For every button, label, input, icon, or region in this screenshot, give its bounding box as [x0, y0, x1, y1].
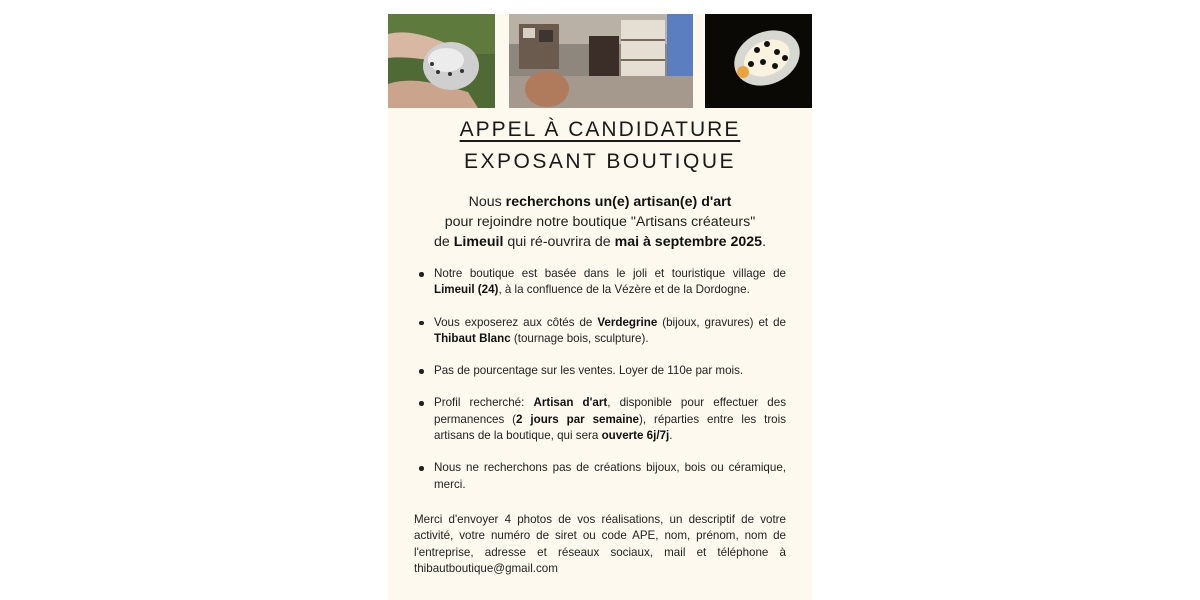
- item-bold: 2 jours par semaine: [516, 412, 640, 426]
- intro-bold: recherchons un(e) artisan(e) d'art: [505, 194, 732, 210]
- list-item-rent: Pas de pourcentage sur les ventes. Loyer de 110e par mois.: [414, 363, 786, 379]
- photo-strip: [388, 14, 812, 108]
- intro-line-2: pour rejoindre notre boutique "Artisans créateurs": [444, 214, 756, 230]
- list-item-exclusions: Nous ne recherchons pas de créations bijoux, bois ou céramique, merci.: [414, 460, 786, 493]
- intro-text: qui ré-ouvrira de: [503, 234, 615, 250]
- item-text: Notre boutique est basée dans le joli et touristique village de: [434, 267, 786, 280]
- item-text: .: [669, 429, 673, 443]
- flyer-page: [388, 14, 812, 600]
- intro-text: de: [433, 234, 454, 250]
- list-item-location: [414, 266, 786, 299]
- item-text: Profil recherché:: [434, 396, 534, 410]
- item-bold: Thibaut Blanc: [434, 331, 511, 345]
- intro-bold: mai à septembre 2025: [614, 234, 763, 250]
- intro-paragraph: [388, 192, 812, 252]
- info-list: [414, 266, 786, 509]
- intro-line-3: [388, 232, 812, 252]
- item-text: ), réparties entre les trois artisans de la boutique, qui sera: [434, 412, 786, 443]
- hands-holding-carved-sphere-photo: [388, 14, 495, 108]
- page-subtitle: EXPOSANT BOUTIQUE: [464, 150, 736, 173]
- intro-bold: Limeuil: [453, 234, 504, 250]
- intro-line-1: [388, 192, 812, 212]
- page-title: APPEL À CANDIDATURE: [459, 118, 741, 141]
- item-text: , disponible pour effectuer des permanences (: [434, 396, 786, 426]
- item-bold: Verdegrine: [597, 315, 658, 329]
- item-text: , à la confluence de la Vézère et de la Dordogne.: [498, 283, 750, 297]
- item-bold: Artisan d'art: [533, 396, 608, 410]
- item-text: (bijoux, gravures) et de: [657, 315, 786, 329]
- item-text: Vous exposerez aux côtés de: [434, 315, 598, 329]
- craft-shop-interior-photo: [509, 14, 693, 108]
- intro-text: .: [762, 234, 767, 250]
- item-text: (tournage bois, sculpture).: [510, 331, 649, 345]
- list-item-profile: [414, 395, 786, 444]
- intro-text: Nous: [468, 194, 506, 210]
- item-bold: ouverte 6j/7j: [601, 429, 670, 443]
- item-bold: Limeuil (24): [434, 283, 499, 297]
- list-item-exhibitors: [414, 315, 786, 348]
- closing-paragraph: Merci d'envoyer 4 photos de vos réalisations, un descriptif de votre activité, votre numéro de siret ou code APE, nom, prénom, nom de l'entreprise, adresse et réseaux sociaux, mail et téléphone à thibautboutique@gmail.com: [414, 513, 786, 575]
- glowing-carved-lamp-photo: [705, 14, 812, 108]
